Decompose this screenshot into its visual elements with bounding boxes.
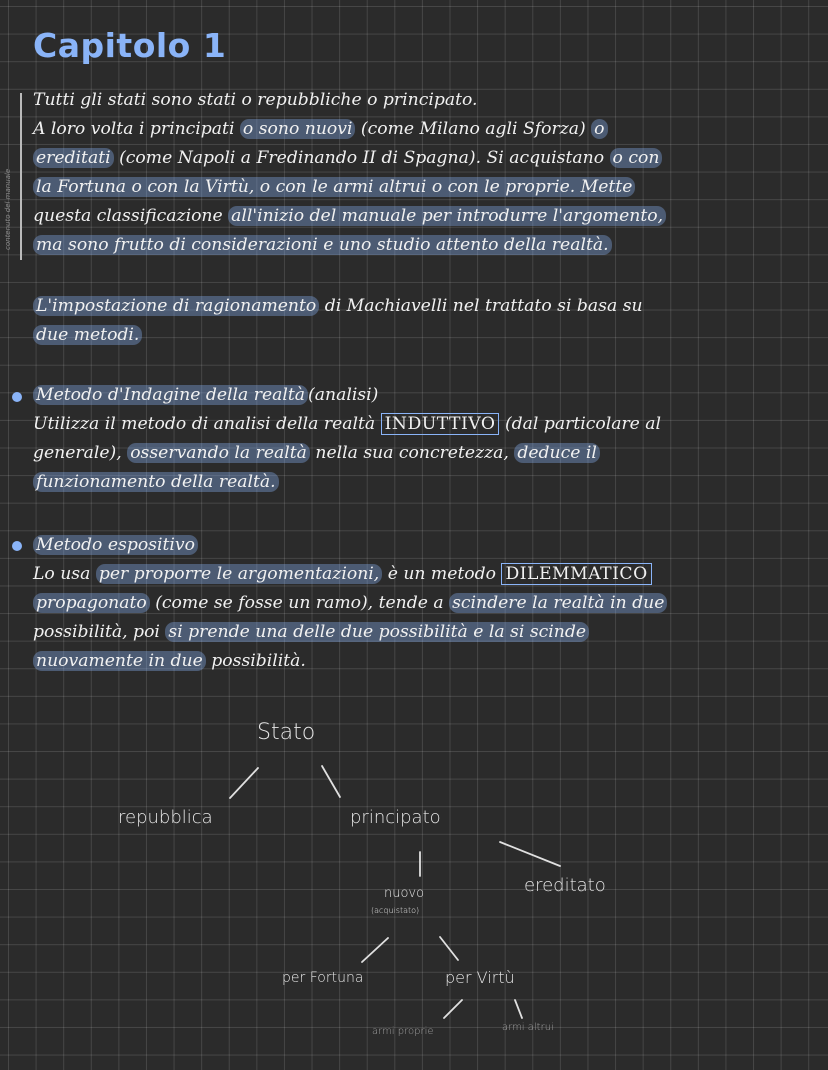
tree-diagram — [0, 700, 828, 1070]
edge-stato-principato — [322, 766, 340, 797]
page-title: Capitolo 1 — [33, 26, 227, 65]
node-per-virtu: per Virtù — [445, 968, 515, 987]
edge-virtu-armi-altrui — [515, 1000, 522, 1018]
node-armi-altrui: armi altrui — [502, 1022, 554, 1033]
margin-bar — [20, 93, 22, 260]
edge-virtu-armi-proprie — [444, 1000, 462, 1018]
methods-intro-paragraph — [33, 292, 803, 350]
edge-principato-ereditato — [500, 842, 560, 866]
method-analysis-line-2: generale), osservando la realtà nella sua concretezza, deduce il — [33, 439, 803, 468]
edge-nuovo-virtu — [440, 937, 458, 960]
methods-intro-line-1: L'impostazione di ragionamento di Machiavelli nel trattato si basa su — [33, 292, 803, 321]
node-per-fortuna: per Fortuna — [282, 970, 364, 986]
node-armi-proprie: armi proprie — [372, 1026, 434, 1037]
intro-line-6: ma sono frutto di considerazioni e uno studio attento della realtà. — [33, 231, 803, 260]
method-analysis — [33, 381, 803, 497]
induttivo-box: INDUTTIVO — [381, 413, 500, 435]
edge-nuovo-fortuna — [362, 938, 388, 962]
method-exposition-line-1: Lo usa per proporre le argomentazioni, è un metodo DILEMMATICO — [33, 560, 803, 589]
method-exposition-line-2: propagonato (come se fosse un ramo), tende a scindere la realtà in due — [33, 589, 803, 618]
node-nuovo-note: (acquistato) — [371, 906, 420, 915]
intro-paragraph — [33, 86, 803, 260]
method-exposition-line-4: nuovamente in due possibilità. — [33, 647, 803, 676]
intro-line-5: questa classificazione all'inizio del manuale per introdurre l'argomento, — [33, 202, 803, 231]
methods-intro-line-2: due metodi. — [33, 321, 803, 350]
node-repubblica: repubblica — [118, 807, 213, 828]
node-ereditato: ereditato — [524, 875, 606, 896]
intro-line-4: la Fortuna o con la Virtù, o con le armi altrui o con le proprie. Mette — [33, 173, 803, 202]
margin-note: contenuto del manuale — [4, 168, 12, 250]
edge-stato-repubblica — [230, 768, 258, 798]
method-exposition-title: Metodo espositivo — [33, 531, 803, 560]
node-stato: Stato — [257, 720, 316, 745]
method-analysis-line-3: funzionamento della realtà. — [33, 468, 803, 497]
intro-line-1: Tutti gli stati sono stati o repubbliche o principato. — [33, 90, 478, 110]
intro-line-3: ereditati (come Napoli a Fredinando II di Spagna). Si acquistano o con — [33, 144, 803, 173]
intro-line-2: A loro volta i principati o sono nuovi (come Milano agli Sforza) o — [33, 115, 803, 144]
node-principato: principato — [350, 807, 441, 828]
method-exposition-line-3: possibilità, poi si prende una delle due possibilità e la si scinde — [33, 618, 803, 647]
bullet-icon — [12, 392, 22, 402]
node-nuovo: nuovo — [384, 886, 425, 901]
dilemmatico-box: DILEMMATICO — [501, 563, 651, 585]
method-exposition — [33, 531, 803, 676]
method-analysis-line-1: Utilizza il metodo di analisi della realtà INDUTTIVO (dal particolare al — [33, 414, 662, 434]
bullet-icon — [12, 541, 22, 551]
method-analysis-title: Metodo d'Indagine della realtà (analisi) — [33, 381, 803, 410]
